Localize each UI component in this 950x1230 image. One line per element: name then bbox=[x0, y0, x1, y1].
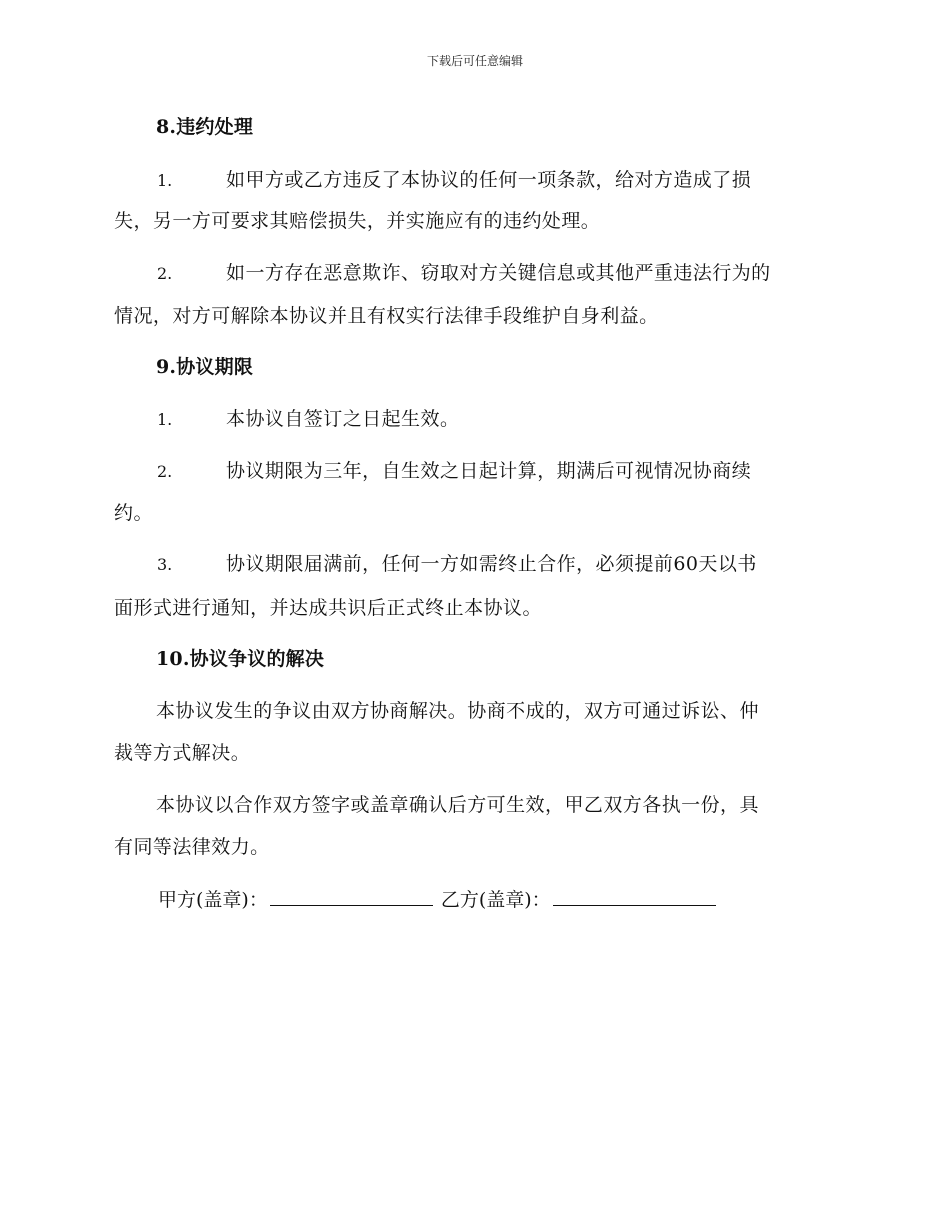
party-b-seal-label: 乙方(盖章)： bbox=[440, 889, 551, 911]
party-a-signature-blank bbox=[270, 886, 433, 906]
party-a-seal-label: 甲方(盖章)： bbox=[158, 889, 268, 911]
section-9-item-2-number: 2. bbox=[157, 462, 173, 481]
section-9-item-1-line-1: 本协议自签订之日起生效。 bbox=[226, 408, 460, 430]
section-8-item-1-line-2: 失，另一方可要求其赔偿损失，并实施应有的违约处理。 bbox=[114, 210, 601, 232]
section-8-heading: 8.违约处理 bbox=[156, 116, 254, 138]
section-9-item-2-line-2: 约。 bbox=[114, 502, 153, 524]
section-9-item-3-number: 3. bbox=[157, 555, 173, 574]
section-9-item-3-line-1: 协议期限届满前，任何一方如需终止合作，必须提前60天以书 bbox=[226, 553, 757, 575]
section-8-item-1-line-1: 如甲方或乙方违反了本协议的任何一项条款，给对方造成了损 bbox=[226, 169, 752, 191]
section-9-item-2-line-1: 协议期限为三年，自生效之日起计算，期满后可视情况协商续 bbox=[226, 460, 752, 482]
section-9-item-1-number: 1. bbox=[157, 410, 173, 429]
section-10-para-2-line-2: 有同等法律效力。 bbox=[114, 836, 270, 858]
section-9-heading: 9.协议期限 bbox=[156, 356, 254, 378]
section-9-item-3-line-2: 面形式进行通知，并达成共识后正式终止本协议。 bbox=[114, 597, 542, 619]
section-8-item-2-number: 2. bbox=[157, 264, 173, 283]
signature-line bbox=[158, 886, 724, 912]
section-8-item-1-number: 1. bbox=[157, 171, 173, 190]
section-10-para-1-line-2: 裁等方式解决。 bbox=[114, 742, 251, 764]
section-8-item-2-line-1: 如一方存在恶意欺诈、窃取对方关键信息或其他严重违法行为的 bbox=[226, 262, 771, 284]
section-8-item-2-line-2: 情况，对方可解除本协议并且有权实行法律手段维护自身利益。 bbox=[114, 305, 659, 327]
section-10-para-2-line-1: 本协议以合作双方签字或盖章确认后方可生效，甲乙双方各执一份，具 bbox=[156, 794, 759, 816]
party-b-signature-blank bbox=[553, 886, 716, 906]
page-header: 下载后可任意编辑 bbox=[426, 54, 523, 68]
section-10-heading: 10.协议争议的解决 bbox=[156, 648, 325, 670]
section-10-para-1-line-1: 本协议发生的争议由双方协商解决。协商不成的，双方可通过诉讼、仲 bbox=[156, 700, 759, 722]
